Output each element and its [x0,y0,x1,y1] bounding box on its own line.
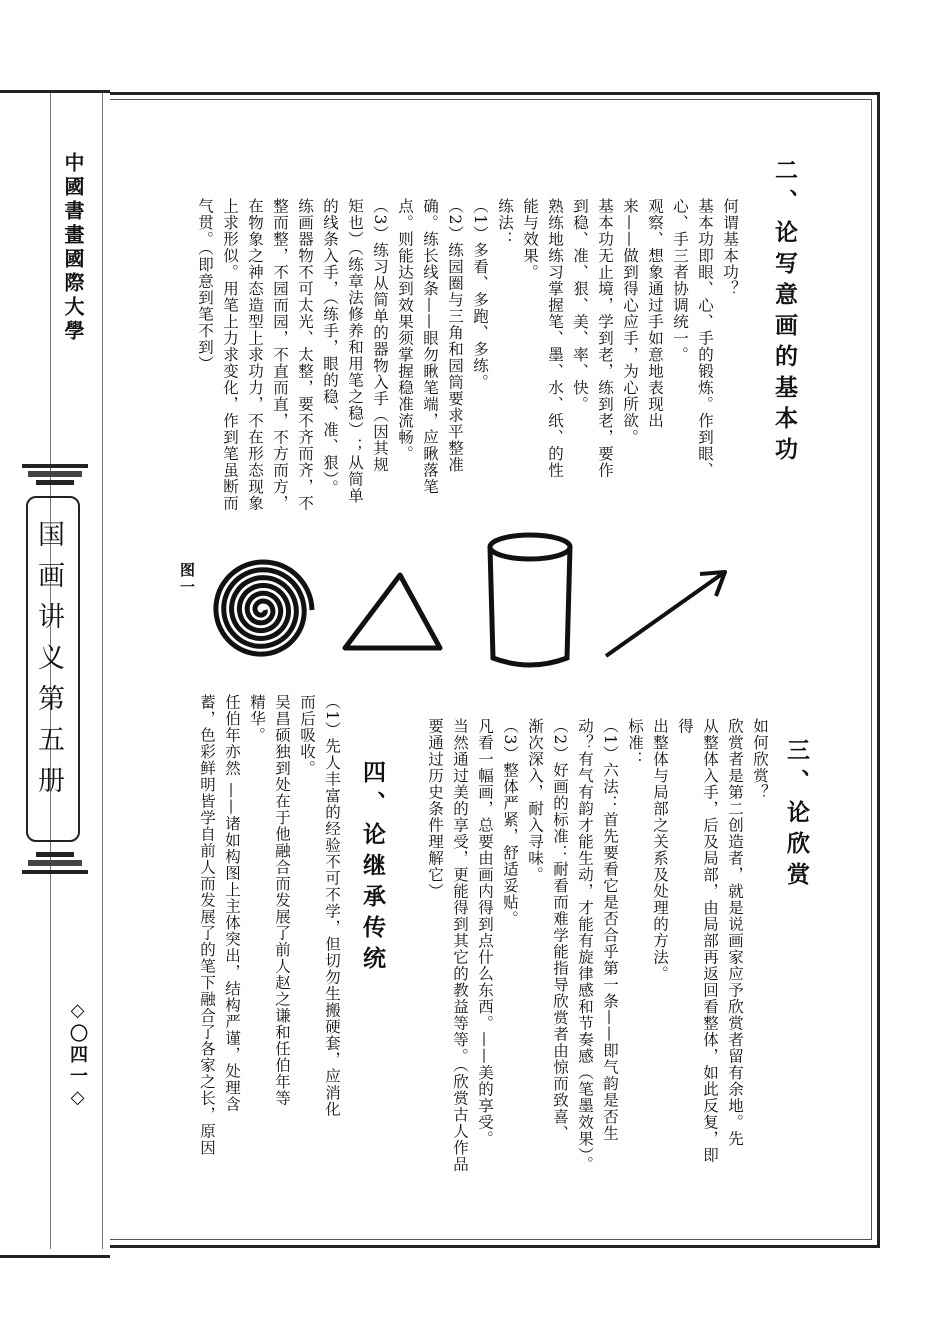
sidebar-rule-right [102,93,103,1249]
section-2-body: 何谓基本功？ 基本功即眼、心、手的锻炼。作到眼、 心、手三者协调统一。 观察、想象通过手如意地表现出 来——做到得心应手，为心所欲。 基本功无止境，学到老，练到老，要作 到稳、准、狠、美、率、快。 熟练地练习掌握笔、墨、水、纸、的性 能与效果。 练法： （1）多看、多跑、多练。 （2）练园圈与三角和园筒要求平整准 确。练长线条——眼勿瞅笔端，应瞅落笔 点。则能达到效果须掌握稳准流畅。 （3）练习从简单的器物入手（因其规 矩也）（练章法修养和用笔之稳）；从简单 的线条入手，（练手，眼的稳、准、狠）。 练画器物不可太光、太整，要不齐而齐，不 整而整，不园而园，不直而直，不方而方， 在物象之神态造型上求功力，不在形态现象 上求形似。用笔上力求变化，作到笔虽断而 气贯。（即意到笔不到） [196,198,739,512]
section-3-heading: 三、论欣赏 [783,738,810,893]
cylinder-icon [490,535,570,665]
ornament-bottom-icon [22,848,88,878]
triangle-icon [345,575,440,648]
ornament-top-icon [22,460,88,490]
figure-label: 图一 [178,562,196,596]
arrow-icon [606,572,725,656]
book-title: 国画讲义第五册 [33,520,64,807]
section-3-body: 如何欣赏？ 欣赏者是第二创造者，就是说画家应予欣赏者留有余地。先 从整体入手，后及局部，由局部再返回看整体，如此反复，即得 出整体与局部之关系及处理的方法。 标准： （1）六法：首先要看它是否合乎第一条——即气韵是否生 动？有气有韵才能生动，才能有旋律感和节奏感（笔墨效果）。 （2）好画的标准：耐看而难学能指导欣赏者由惊而致喜、 渐次深入，耐入寻味。 （3）整体严紧，舒适妥贴。 凡看一幅画，总要由画内得到点什么东西。——美的享受。 当然通过美的享受，更能得到其它的教益等等。（欣赏古人作品 要通过历史条件理解它） [426,718,769,1173]
university-name: 中國書畫國際大學 [61,152,85,344]
spiral-icon [216,562,312,654]
section-2-heading: 二、论写意画的基本功 [771,158,798,468]
figure-shapes [200,530,745,680]
page-number: ◇〇四一◇ [67,1000,88,1111]
section-4-heading: 四、论继承传统 [359,760,386,977]
section-4-body: （1）先人丰富的经验不可不学，但切勿生搬硬套，应消化 而后吸收。 吴昌硕独到处在于他融合而发展了前人赵之谦和任伯年等 精华。 任伯年亦然 ——诸如构图上主体突出，结构严谨，处理含 蓄，色彩鲜明皆学自前人而发展了的笔下融合了各家之长，原因 [198,694,341,1156]
